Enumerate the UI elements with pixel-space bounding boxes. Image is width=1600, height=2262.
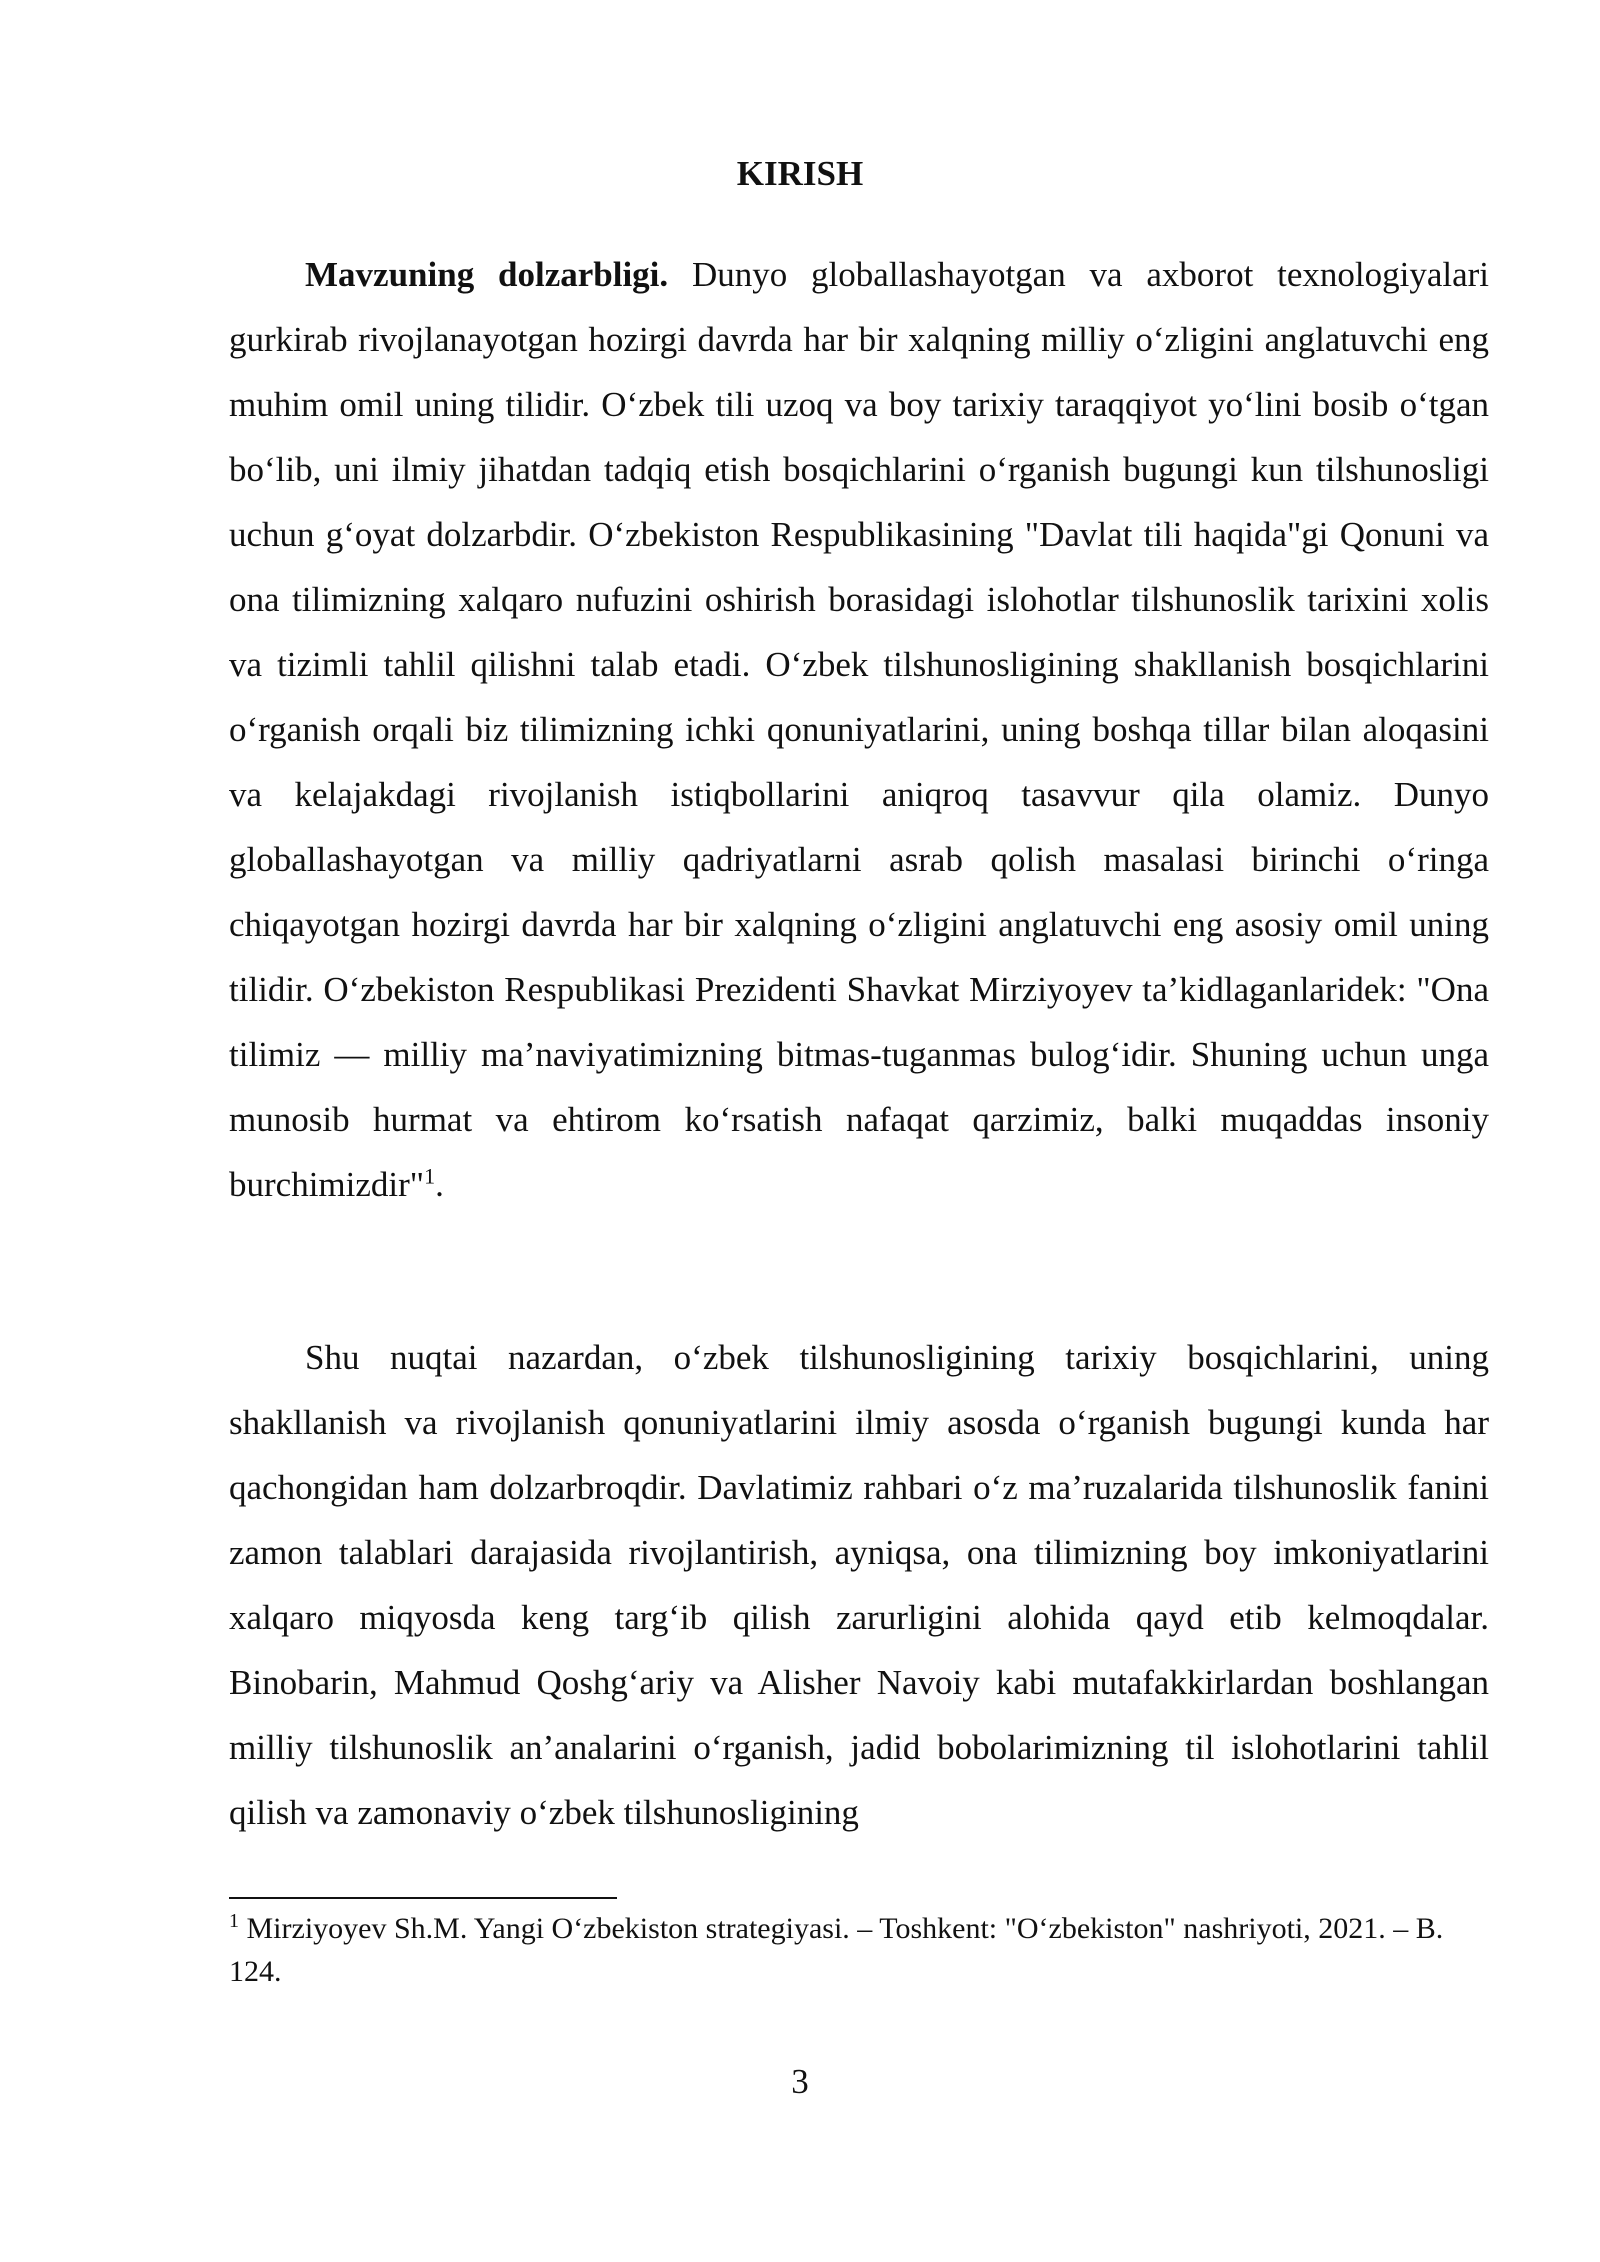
footnote-separator [229,1897,617,1899]
paragraph-body: Dunyo globallashayotgan va axborot texnologiyalari gurkirab rivojlanayotgan hozirgi davrda har bir xalqning milliy o‘zligini anglatuvchi eng muhim omil uning tilidir. O‘zbek tili uzoq va boy tarixiy taraqqiyot yo‘lini bosib o‘tgan bo‘lib, uni ilmiy jihatdan tadqiq etish bosqichlarini o‘rganish bugungi kun tilshunosligi uchun g‘oyat dolzarbdir. O‘zbekiston Respublikasining "Davlat tili haqida"gi Qonuni va ona tilimizning xalqaro nufuzini oshirish borasidagi islohotlar tilshunoslik tarixini xolis va tizimli tahlil qilishni talab etadi. O‘zbek tilshunosligining shakllanish bosqichlarini o‘rganish orqali biz tilimizning ichki qonuniyatlarini, uning boshqa tillar bilan aloqasini va kelajakdagi rivojlanish istiqbollarini aniqroq tasavvur qila olamiz. Dunyo globallashayotgan va milliy qadriyatlarni asrab qolish masalasi birinchi o‘ringa chiqayotgan hozirgi davrda har bir xalqning o‘zligini anglatuvchi eng asosiy omil uning tilidir. O‘zbekiston Respublikasi Prezidenti Shavkat Mirziyoyev ta’kidlaganlaridek: "Ona tilimiz — milliy ma’naviyatimizning bitmas-tuganmas bulog‘idir. Shuning uchun unga munosib hurmat va ehtirom ko‘rsatish nafaqat qarzimiz, balki muqaddas insoniy burchimizdir" [229,255,1489,1204]
footnote-number: 1 [229,1910,239,1932]
footnote-reference[interactable]: 1 [424,1163,436,1189]
page-number: 3 [791,2062,809,2101]
paragraph-body: Shu nuqtai nazardan, o‘zbek tilshunosligining tarixiy bosqichlarini, uning shakllanish va rivojlanish qonuniyatlarini ilmiy asosda o‘rganish bugungi kunda har qachongidan ham dolzarbroqdir. Davlatimiz rahbari o‘z ma’ruzalarida tilshunoslik fanini zamon talablari darajasida rivojlantirish, ayniqsa, ona tilimizning boy imkoniyatlarini xalqaro miqyosda keng targ‘ib qilish zarurligini alohida qayd etib kelmoqdalar. Binobarin, Mahmud Qoshg‘ariy va Alisher Navoiy kabi mutafakkirlardan boshlangan milliy tilshunoslik an’analarini o‘rganish, jadid bobolarimizning til islohotlarini tahlil qilish va zamonaviy o‘zbek tilshunosligining [229,1338,1489,1832]
page-heading: KIRISH [736,154,864,193]
footnote [229,1907,1489,1993]
paragraph-perspective [229,1325,1489,1845]
paragraph-relevance [229,242,1489,1217]
paragraph-lead: Mavzuning dolzarbligi. [305,255,669,294]
paragraph-end: . [435,1165,444,1204]
footnote-text: Mirziyoyev Sh.M. Yangi O‘zbekiston strategiyasi. – Toshkent: "O‘zbekiston" nashriyoti, 2021. – B. 124. [229,1912,1444,1988]
